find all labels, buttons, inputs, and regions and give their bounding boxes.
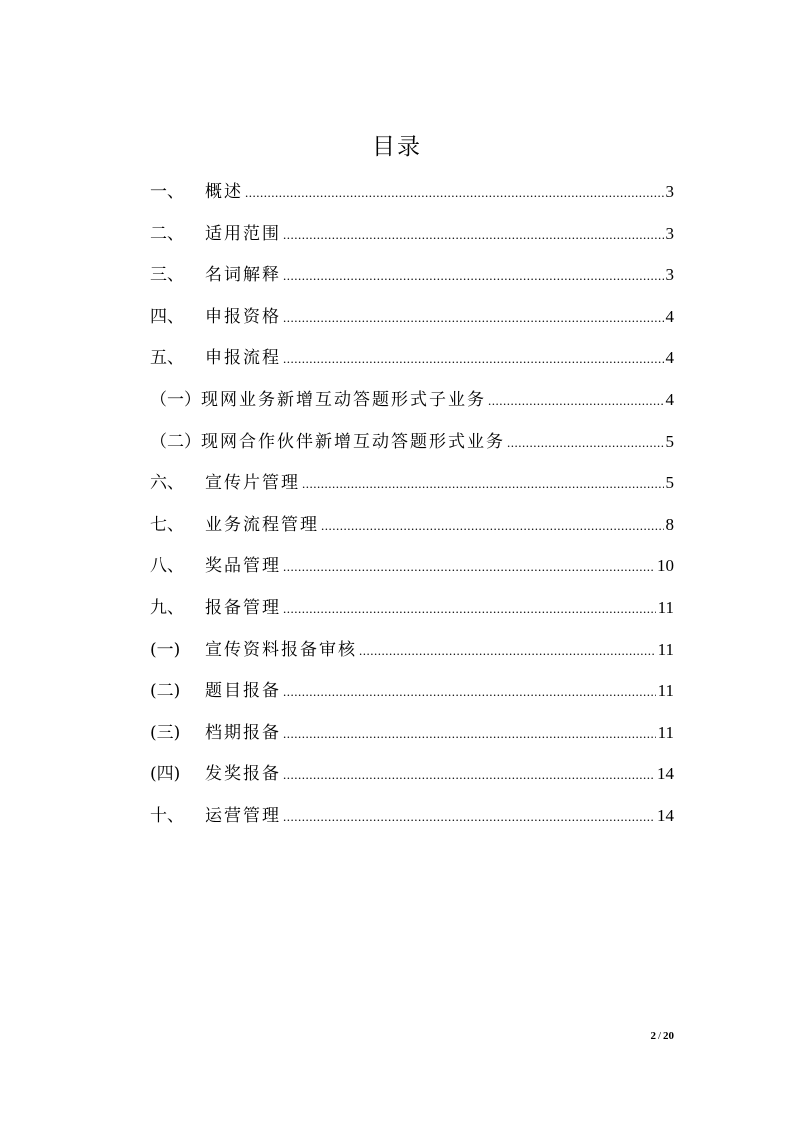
toc-entry[interactable] (150, 427, 674, 469)
toc-leader-dots (283, 677, 656, 707)
toc-number: 四、 (150, 306, 184, 327)
toc-entry[interactable] (150, 551, 674, 593)
page-title: 目录 (372, 134, 422, 160)
toc-title: 运营管理 (205, 805, 281, 826)
table-of-contents (150, 177, 674, 843)
toc-number: 九、 (150, 597, 184, 618)
toc-page-number: 14 (657, 764, 674, 784)
toc-number: (二) (150, 681, 181, 702)
toc-page-number: 4 (665, 306, 674, 326)
toc-entry[interactable] (150, 302, 674, 344)
toc-title: 奖品管理 (205, 556, 281, 577)
toc-title: 概述 (205, 182, 243, 202)
toc-leader-dots (283, 594, 656, 624)
toc-title: 适用范围 (205, 223, 281, 244)
toc-page-number: 4 (665, 348, 674, 368)
toc-title: 题目报备 (205, 681, 281, 702)
toc-title: 宣传资料报备审核 (205, 639, 357, 660)
toc-title: 档期报备 (205, 722, 281, 743)
toc-number: 八、 (150, 556, 184, 577)
toc-number: 六、 (150, 473, 184, 494)
toc-page-number: 5 (665, 431, 674, 451)
toc-page-number: 8 (665, 514, 674, 534)
toc-entry[interactable] (150, 510, 674, 552)
page-number-footer (600, 1030, 674, 1042)
toc-number: 二、 (150, 223, 184, 244)
toc-number: 五、 (150, 348, 184, 369)
toc-number: 一、 (150, 182, 184, 202)
toc-entry[interactable] (150, 593, 674, 635)
toc-title: 发奖报备 (205, 764, 281, 785)
toc-number: (一) (150, 639, 181, 660)
toc-leader-dots (302, 469, 664, 499)
toc-number: 十、 (150, 805, 184, 826)
toc-entry[interactable] (150, 260, 674, 302)
page-total: 20 (663, 1030, 674, 1042)
toc-page-number: 4 (665, 389, 674, 409)
toc-page-number: 5 (665, 473, 674, 493)
toc-title: 现网业务新增互动答题形式子业务 (201, 389, 486, 410)
toc-entry[interactable] (150, 801, 674, 843)
toc-leader-dots (488, 386, 664, 416)
toc-number: 七、 (150, 514, 184, 535)
toc-page-number: 3 (665, 182, 674, 201)
toc-number: （一） (150, 389, 201, 410)
toc-leader-dots (283, 552, 655, 582)
toc-entry[interactable] (150, 468, 674, 510)
toc-entry[interactable] (150, 676, 674, 718)
toc-page-number: 3 (665, 265, 674, 285)
toc-leader-dots (283, 220, 664, 250)
toc-page-number: 11 (657, 597, 674, 617)
toc-entry[interactable] (150, 219, 674, 261)
toc-leader-dots (283, 261, 664, 291)
toc-leader-dots (283, 719, 656, 749)
toc-leader-dots (283, 303, 664, 333)
toc-title: 名词解释 (205, 265, 281, 286)
toc-entry[interactable] (150, 635, 674, 677)
toc-entry[interactable] (150, 718, 674, 760)
toc-leader-dots (359, 636, 656, 666)
toc-title: 宣传片管理 (205, 473, 300, 494)
page-current: 2 (650, 1030, 656, 1042)
toc-entry[interactable] (150, 759, 674, 801)
toc-page-number: 10 (657, 556, 674, 576)
toc-leader-dots (245, 178, 664, 208)
toc-page-number: 11 (657, 639, 674, 659)
toc-title: 现网合作伙伴新增互动答题形式业务 (201, 431, 505, 452)
toc-leader-dots (283, 802, 655, 832)
toc-number: （二） (150, 431, 201, 452)
toc-number: (三) (150, 722, 181, 743)
toc-page-number: 14 (657, 805, 674, 825)
toc-leader-dots (283, 344, 664, 374)
toc-leader-dots (507, 428, 664, 458)
toc-entry[interactable] (150, 177, 674, 219)
toc-entry[interactable] (150, 385, 674, 427)
page-separator: / (657, 1030, 661, 1042)
toc-page-number: 3 (665, 223, 674, 243)
toc-title: 申报流程 (205, 348, 281, 369)
toc-title: 业务流程管理 (205, 514, 319, 535)
toc-page-number: 11 (657, 722, 674, 742)
toc-leader-dots (283, 760, 655, 790)
toc-entry[interactable] (150, 343, 674, 385)
toc-number: (四) (150, 764, 181, 785)
toc-leader-dots (321, 511, 664, 541)
toc-page-number: 11 (657, 681, 674, 701)
toc-title: 报备管理 (205, 597, 281, 618)
toc-number: 三、 (150, 265, 184, 286)
toc-title: 申报资格 (205, 306, 281, 327)
